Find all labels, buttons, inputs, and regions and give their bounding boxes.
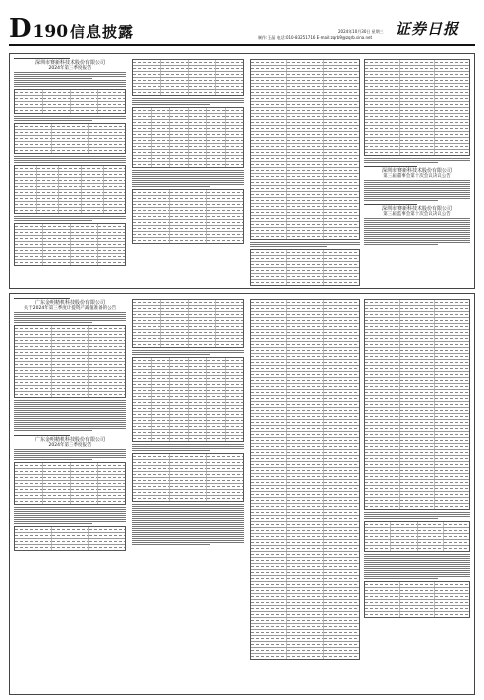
notice-subtitle: 2024年第三季度报告 xyxy=(48,443,92,448)
section-title: 信息披露 xyxy=(70,23,135,41)
notice-subtitle: 第三届董事会第十次会议决议公告 xyxy=(383,174,451,179)
top-midleft-column xyxy=(132,57,244,246)
data-table xyxy=(132,189,244,244)
bottom-midright-column xyxy=(250,297,360,662)
notice-subtitle: 2024年第三季度报告 xyxy=(48,66,92,71)
top-midright-column xyxy=(250,57,360,288)
data-table xyxy=(364,581,470,618)
data-table xyxy=(132,107,244,168)
top-section xyxy=(9,53,475,289)
data-table xyxy=(14,526,126,551)
contact-line: 制作:王晶 电话:010-83251716 E-mail:zqrb9@zqrb.sina.net xyxy=(258,35,373,40)
newspaper-logo: 证券日报 xyxy=(395,20,460,38)
data-table xyxy=(14,123,126,154)
notice-company-name: 深圳市赛新科技术股份有限公司 xyxy=(381,168,452,174)
data-table xyxy=(132,299,244,348)
data-table xyxy=(14,223,126,266)
notice-subtitle: 第三届监事会第十次会议决议公告 xyxy=(383,212,451,217)
bottom-section xyxy=(9,293,475,695)
page-header xyxy=(0,0,484,44)
data-table xyxy=(14,462,126,505)
bottom-right-column xyxy=(364,297,470,620)
section-letter: D xyxy=(9,14,32,44)
data-table xyxy=(14,325,126,398)
data-table xyxy=(132,453,244,502)
header-rule xyxy=(9,44,475,46)
data-table xyxy=(250,299,360,660)
page-number: 190 xyxy=(32,22,69,42)
data-table xyxy=(250,249,360,286)
notice-company-name: 广东金明精机科技股份有限公司 xyxy=(34,300,105,306)
top-left-column xyxy=(14,57,126,268)
top-right-column xyxy=(364,57,470,246)
bottom-left-column xyxy=(14,297,126,553)
data-table xyxy=(364,59,470,156)
data-table xyxy=(132,357,244,442)
header-info xyxy=(258,29,384,41)
notice-company-name: 深圳市赛新科技术股份有限公司 xyxy=(34,60,105,66)
section-masthead xyxy=(9,14,135,44)
data-table xyxy=(14,165,126,214)
notice-company-name: 广东金明精机科技股份有限公司 xyxy=(34,437,105,443)
data-table xyxy=(364,299,470,510)
date-line: 2024年10月30日 星期三 xyxy=(338,29,384,34)
data-table xyxy=(364,521,470,552)
data-table xyxy=(250,59,360,240)
notice-company-name: 深圳市赛新科技术股份有限公司 xyxy=(381,206,452,212)
notice-subtitle: 关于2024年第三季度计提资产减值准备的公告 xyxy=(23,306,117,311)
data-table xyxy=(132,59,244,96)
data-table xyxy=(14,89,126,114)
bottom-midleft-column xyxy=(132,297,244,546)
